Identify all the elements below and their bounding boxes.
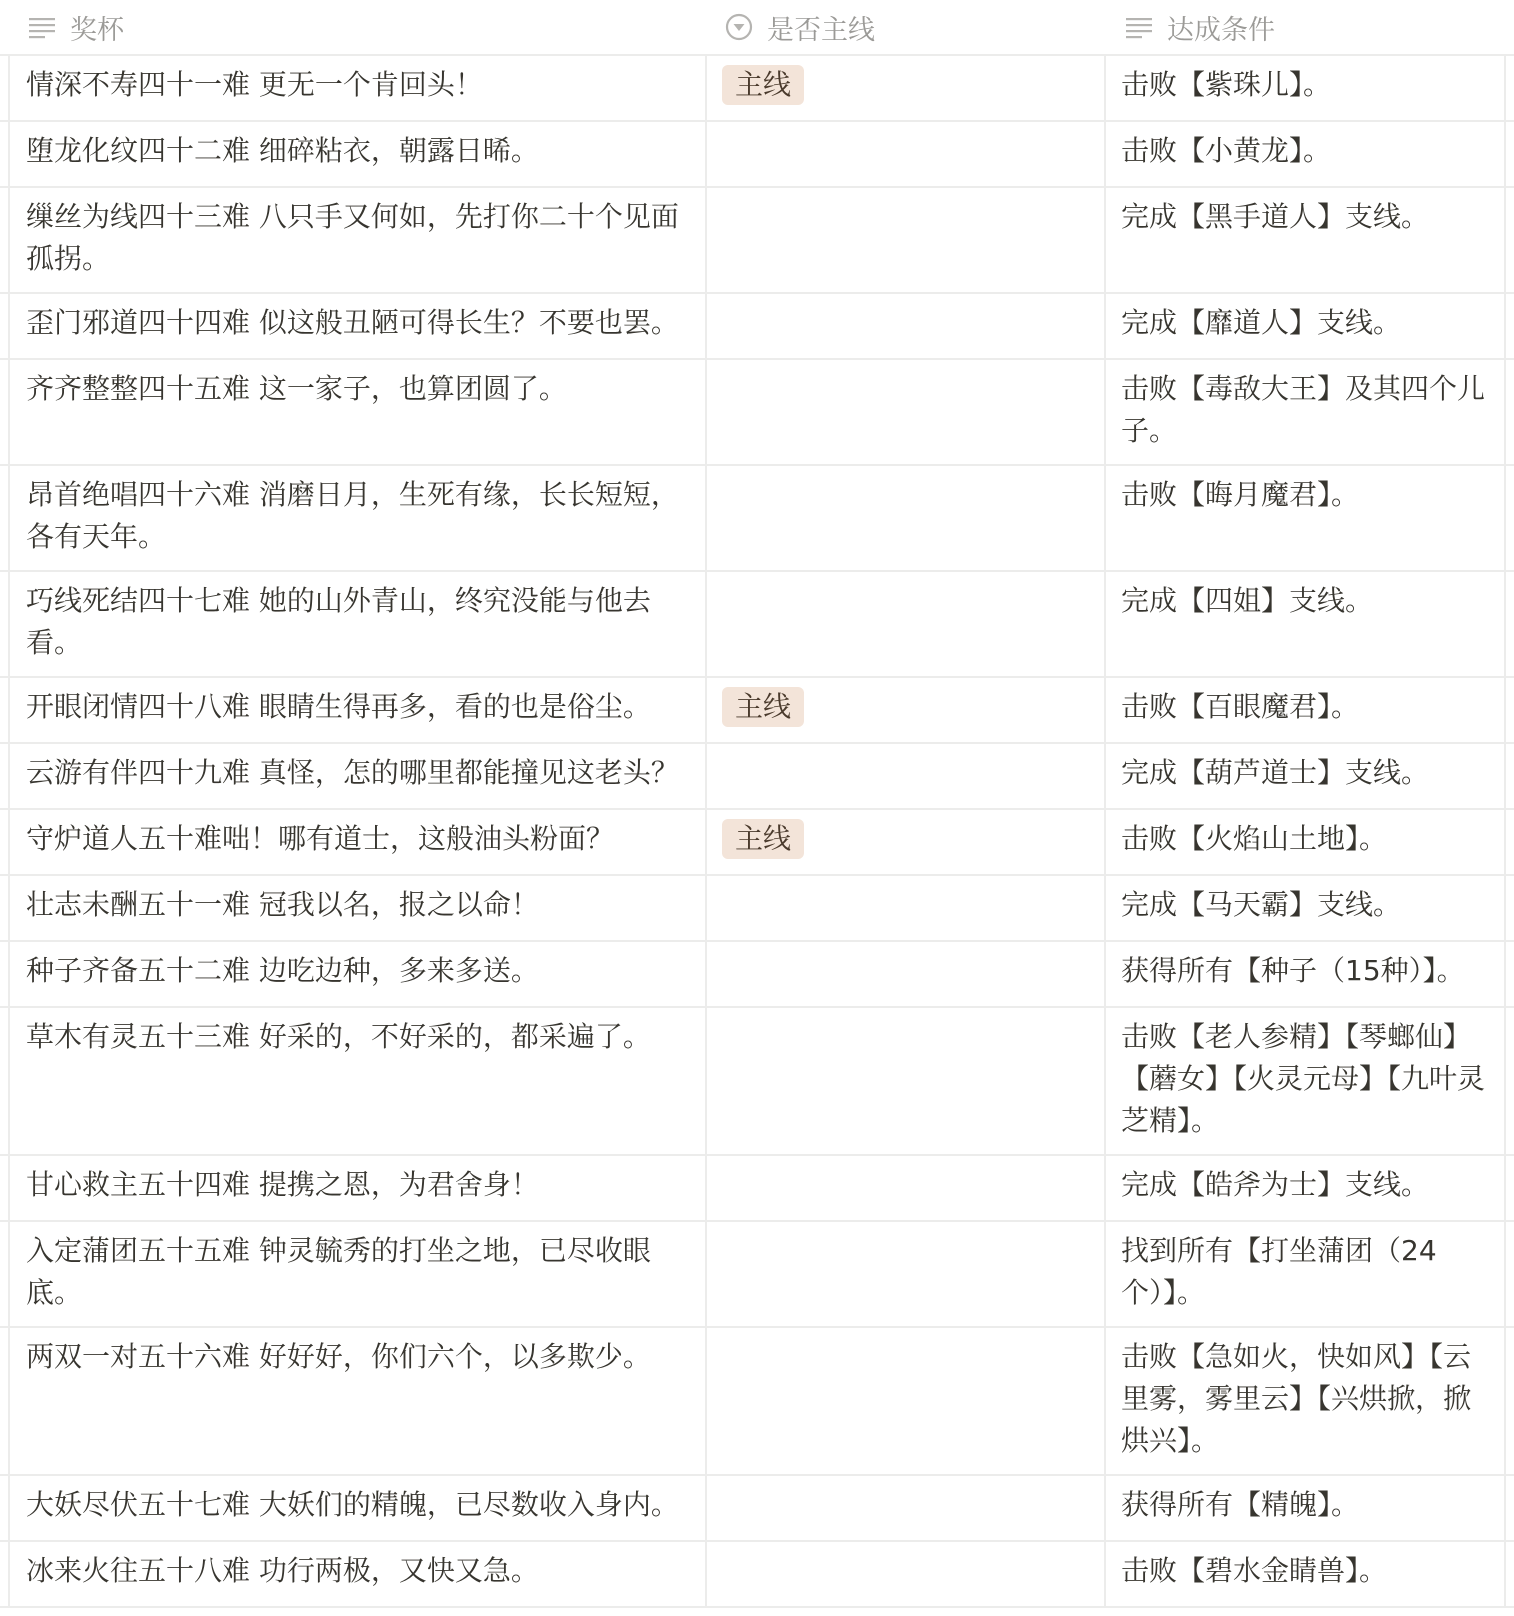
trophy-cell[interactable]: 情深不寿四十一难 更无一个肯回头！	[26, 68, 483, 101]
column-divider	[1504, 1222, 1506, 1326]
is-main-cell[interactable]	[722, 876, 1102, 884]
table-row[interactable]	[0, 56, 1514, 122]
trophy-cell[interactable]: 昂首绝唱四十六难 消磨日月，生死有缘，长长短短，各有天年。	[26, 478, 679, 553]
is-main-cell[interactable]	[722, 360, 1102, 368]
condition-cell[interactable]: 获得所有【种子（15种）】。	[1121, 954, 1465, 987]
column-divider	[705, 294, 707, 358]
row-left-border	[8, 56, 10, 120]
column-divider	[1504, 56, 1506, 120]
trophy-cell[interactable]: 甘心救主五十四难 提携之恩，为君舍身！	[26, 1168, 539, 1201]
row-left-border	[8, 188, 10, 292]
table-row[interactable]	[0, 1156, 1514, 1222]
table-row[interactable]	[0, 1008, 1514, 1156]
table-row[interactable]	[0, 360, 1514, 466]
is-main-cell[interactable]	[722, 1156, 1102, 1164]
column-header-condition[interactable]	[1123, 0, 1275, 54]
column-divider	[1104, 466, 1106, 570]
column-divider	[1104, 1222, 1106, 1326]
trophy-cell[interactable]: 守炉道人五十难咄！哪有道士，这般油头粉面？	[26, 822, 615, 855]
is-main-cell[interactable]	[722, 744, 1102, 752]
column-divider	[1504, 810, 1506, 874]
condition-cell[interactable]: 击败【百眼魔君】。	[1121, 690, 1360, 723]
is-main-cell[interactable]	[722, 294, 1102, 302]
condition-cell[interactable]: 击败【毒敌大王】及其四个儿子。	[1121, 372, 1486, 447]
column-divider	[705, 466, 707, 570]
table-row[interactable]	[0, 942, 1514, 1008]
column-divider	[1504, 678, 1506, 742]
condition-cell[interactable]: 完成【马天霸】支线。	[1121, 888, 1402, 921]
is-main-cell[interactable]	[722, 56, 1102, 106]
condition-cell[interactable]: 找到所有【打坐蒲团（24个）】。	[1121, 1234, 1437, 1309]
column-divider	[1104, 1542, 1106, 1606]
trophy-cell[interactable]: 巧线死结四十七难 她的山外青山，终究没能与他去看。	[26, 584, 651, 659]
table-header	[0, 0, 1514, 56]
row-left-border	[8, 876, 10, 940]
is-main-cell[interactable]	[722, 466, 1102, 474]
condition-cell[interactable]: 击败【急如火，快如风】【云里雾，雾里云】【兴烘掀，掀烘兴】。	[1121, 1340, 1472, 1457]
table-row[interactable]	[0, 294, 1514, 360]
is-main-cell[interactable]	[722, 1542, 1102, 1550]
row-left-border	[8, 466, 10, 570]
column-divider	[1504, 1008, 1506, 1154]
row-left-border	[8, 122, 10, 186]
column-header-label: 是否主线	[767, 14, 875, 46]
column-divider	[1504, 876, 1506, 940]
column-divider	[1504, 466, 1506, 570]
column-divider	[1504, 942, 1506, 1006]
row-left-border	[8, 1156, 10, 1220]
row-left-border	[8, 1328, 10, 1474]
column-divider	[705, 1542, 707, 1606]
trophy-cell[interactable]: 云游有伴四十九难 真怪，怎的哪里都能撞见这老头？	[26, 756, 679, 789]
column-divider	[1504, 360, 1506, 464]
column-divider	[705, 876, 707, 940]
column-divider	[1104, 188, 1106, 292]
is-main-cell[interactable]	[722, 122, 1102, 130]
column-header-label: 达成条件	[1167, 14, 1275, 46]
row-left-border	[8, 678, 10, 742]
column-divider	[1104, 876, 1106, 940]
column-divider	[1504, 122, 1506, 186]
column-divider	[705, 360, 707, 464]
column-divider	[1104, 744, 1106, 808]
column-divider	[1504, 744, 1506, 808]
table-row[interactable]	[0, 678, 1514, 744]
table-row[interactable]	[0, 572, 1514, 678]
column-divider	[705, 122, 707, 186]
column-divider	[1104, 360, 1106, 464]
column-divider	[1104, 294, 1106, 358]
trophy-cell[interactable]: 入定蒲团五十五难 钟灵毓秀的打坐之地，已尽收眼底。	[26, 1234, 651, 1309]
trophy-cell[interactable]: 歪门邪道四十四难 似这般丑陋可得长生？不要也罢。	[26, 306, 679, 339]
table-row[interactable]	[0, 744, 1514, 810]
table-row[interactable]	[0, 876, 1514, 942]
column-divider	[1504, 188, 1506, 292]
column-divider	[705, 56, 707, 120]
column-divider	[705, 1008, 707, 1154]
column-divider	[1104, 1008, 1106, 1154]
trophy-cell[interactable]: 齐齐整整四十五难 这一家子，也算团圆了。	[26, 372, 567, 405]
row-left-border	[8, 1222, 10, 1326]
text-property-icon	[26, 11, 58, 43]
row-left-border	[8, 744, 10, 808]
condition-cell[interactable]: 击败【老人参精】【琴螂仙】【蘑女】【火灵元母】【九叶灵芝精】。	[1121, 1020, 1486, 1137]
condition-cell[interactable]: 完成【四姐】支线。	[1121, 584, 1374, 617]
main-line-tag: 主线	[722, 687, 804, 727]
column-divider	[705, 942, 707, 1006]
table-row[interactable]	[0, 466, 1514, 572]
row-left-border	[8, 942, 10, 1006]
column-divider	[705, 188, 707, 292]
trophy-cell[interactable]: 堕龙化纹四十二难 细碎粘衣，朝露日晞。	[26, 134, 539, 167]
column-divider	[1104, 942, 1106, 1006]
column-header-trophy[interactable]	[26, 0, 124, 54]
condition-cell[interactable]: 完成【皓斧为士】支线。	[1121, 1168, 1430, 1201]
main-line-tag: 主线	[722, 65, 804, 105]
trophy-cell[interactable]: 开眼闭情四十八难 眼睛生得再多，看的也是俗尘。	[26, 690, 651, 723]
trophy-cell[interactable]: 草木有灵五十三难 好采的，不好采的，都采遍了。	[26, 1020, 651, 1053]
column-header-label: 奖杯	[70, 14, 124, 46]
column-header-is-main[interactable]	[723, 0, 875, 54]
column-divider	[1504, 1476, 1506, 1540]
row-left-border	[8, 1542, 10, 1606]
condition-cell[interactable]: 击败【晦月魔君】。	[1121, 478, 1360, 511]
condition-cell[interactable]: 完成【葫芦道士】支线。	[1121, 756, 1430, 789]
trophy-cell[interactable]: 缫丝为线四十三难 八只手又何如，先打你二十个见面孤拐。	[26, 200, 679, 275]
column-divider	[705, 744, 707, 808]
select-property-icon	[723, 11, 755, 43]
condition-cell[interactable]: 完成【靡道人】支线。	[1121, 306, 1402, 339]
column-divider	[705, 1156, 707, 1220]
table-row[interactable]	[0, 1476, 1514, 1542]
row-left-border	[8, 1476, 10, 1540]
table-row[interactable]	[0, 1542, 1514, 1608]
column-divider	[1504, 572, 1506, 676]
column-divider	[705, 810, 707, 874]
column-divider	[1104, 1328, 1106, 1474]
trophy-cell[interactable]: 种子齐备五十二难 边吃边种，多来多送。	[26, 954, 539, 987]
condition-cell[interactable]: 击败【紫珠儿】。	[1121, 68, 1332, 101]
condition-cell[interactable]: 击败【小黄龙】。	[1121, 134, 1332, 167]
is-main-cell[interactable]	[722, 1476, 1102, 1484]
condition-cell[interactable]: 击败【火焰山土地】。	[1121, 822, 1388, 855]
is-main-cell[interactable]	[722, 1328, 1102, 1336]
column-divider	[705, 1328, 707, 1474]
column-divider	[1104, 1156, 1106, 1220]
column-divider	[705, 572, 707, 676]
row-left-border	[8, 294, 10, 358]
table-row[interactable]	[0, 810, 1514, 876]
is-main-cell[interactable]	[722, 1008, 1102, 1016]
is-main-cell[interactable]	[722, 188, 1102, 196]
trophy-cell[interactable]: 大妖尽伏五十七难 大妖们的精魄，已尽数收入身内。	[26, 1488, 679, 1521]
is-main-cell[interactable]	[722, 572, 1102, 580]
column-divider	[1104, 678, 1106, 742]
row-left-border	[8, 1008, 10, 1154]
trophy-cell[interactable]: 壮志未酬五十一难 冠我以名，报之以命！	[26, 888, 539, 921]
trophy-cell[interactable]: 冰来火往五十八难 功行两极，又快又急。	[26, 1554, 539, 1587]
condition-cell[interactable]: 获得所有【精魄】。	[1121, 1488, 1360, 1521]
table-body	[0, 56, 1514, 1608]
table-row[interactable]	[0, 1222, 1514, 1328]
is-main-cell[interactable]	[722, 1222, 1102, 1230]
column-divider	[1504, 294, 1506, 358]
condition-cell[interactable]: 完成【黑手道人】支线。	[1121, 200, 1430, 233]
trophy-cell[interactable]: 两双一对五十六难 好好好，你们六个，以多欺少。	[26, 1340, 651, 1373]
is-main-cell[interactable]	[722, 942, 1102, 950]
column-divider	[705, 1476, 707, 1540]
column-divider	[705, 678, 707, 742]
column-divider	[1504, 1328, 1506, 1474]
main-line-tag: 主线	[722, 819, 804, 859]
row-left-border	[8, 572, 10, 676]
condition-cell[interactable]: 击败【碧水金睛兽】。	[1121, 1554, 1388, 1587]
table-row[interactable]	[0, 1328, 1514, 1476]
column-divider	[1104, 1476, 1106, 1540]
column-divider	[705, 1222, 707, 1326]
text-property-icon	[1123, 11, 1155, 43]
column-divider	[1504, 1542, 1506, 1606]
table-row[interactable]	[0, 188, 1514, 294]
column-divider	[1104, 122, 1106, 186]
column-divider	[1104, 572, 1106, 676]
table-row[interactable]	[0, 122, 1514, 188]
column-divider	[1104, 810, 1106, 874]
row-left-border	[8, 360, 10, 464]
column-divider	[1504, 1156, 1506, 1220]
is-main-cell[interactable]	[722, 810, 1102, 860]
is-main-cell[interactable]	[722, 678, 1102, 728]
column-divider	[1104, 56, 1106, 120]
row-left-border	[8, 810, 10, 874]
